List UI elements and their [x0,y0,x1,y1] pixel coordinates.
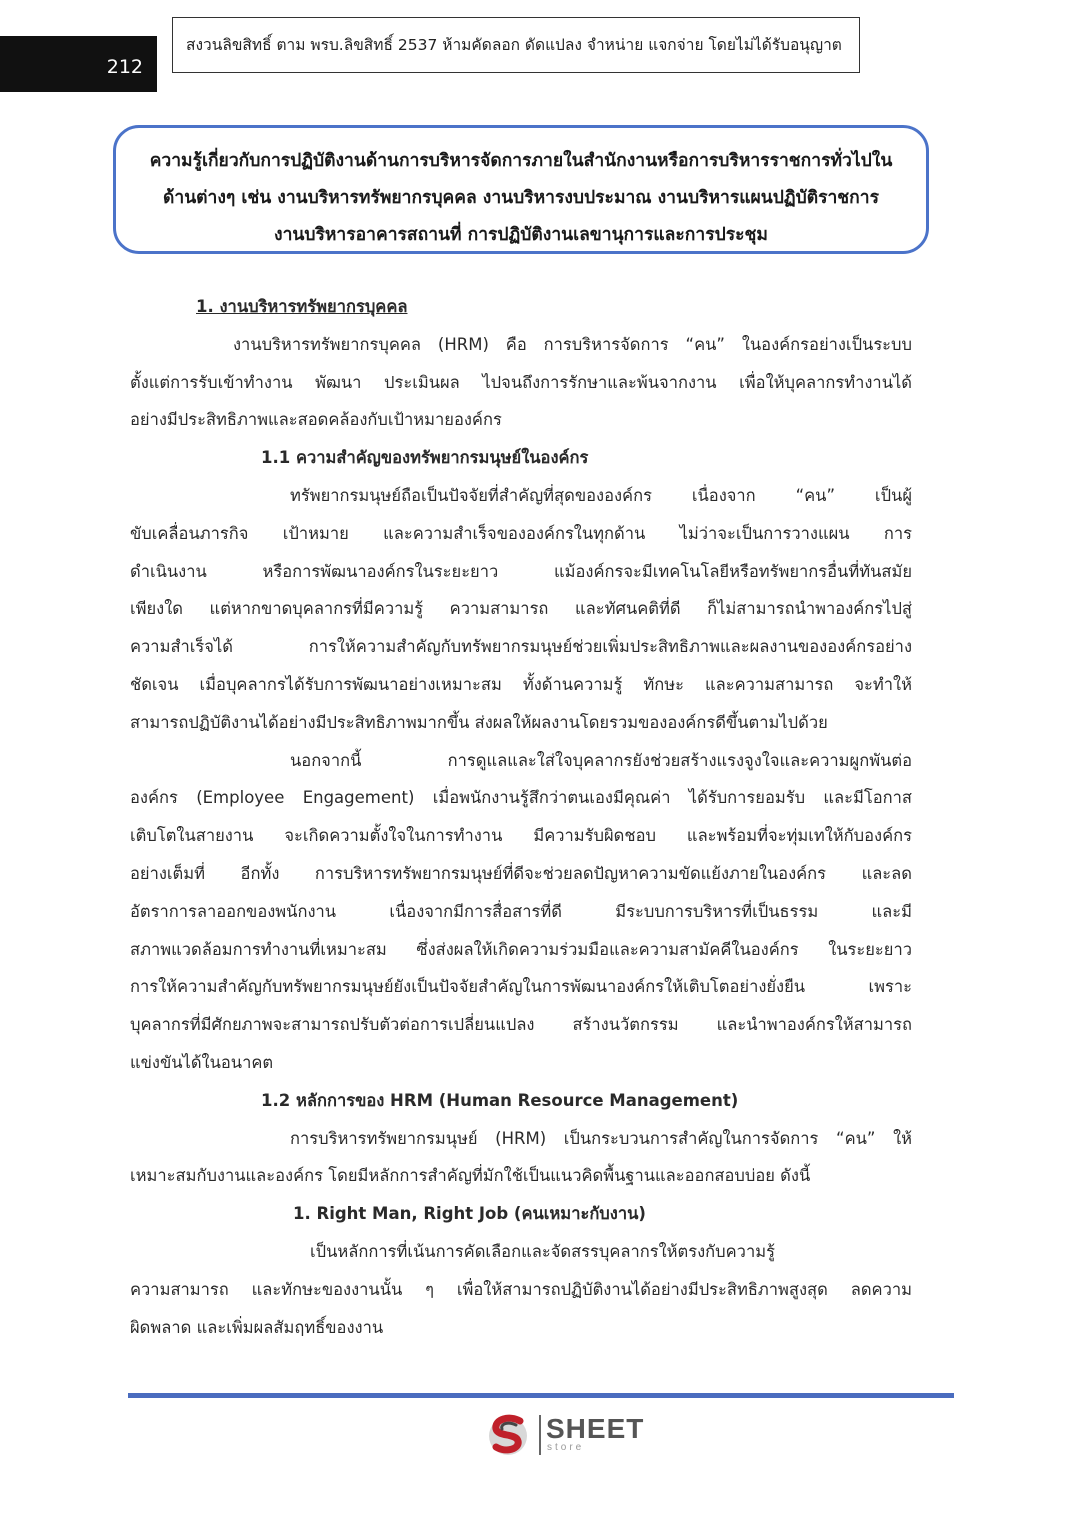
paragraph-line: สภาพแวดล้อมการทำงานที่เหมาะสม ซึ่งส่งผลให้เกิดความร่วมมือและความสามัคคีในองค์กร ในระยะยาว [130,939,912,959]
paragraph-line: เหมาะสมกับงานและองค์กร โดยมีหลักการสำคัญที่มักใช้เป็นแนวคิดพื้นฐานและออกสอบบ่อย ดังนี้ [130,1166,811,1186]
sheet-store-logo [486,1411,645,1459]
paragraph-line: งานบริหารทรัพยากรบุคคล (HRM) คือ การบริหารจัดการ “คน” ในองค์กรอย่างเป็นระบบ [233,334,912,354]
paragraph-line: ทรัพยากรมนุษย์ถือเป็นปัจจัยที่สำคัญที่สุดขององค์กร เนื่องจาก “คน” เป็นผู้ [290,485,912,505]
subsection-heading: 1.2 หลักการของ HRM (Human Resource Management) [261,1090,739,1110]
paragraph-line: ตั้งแต่การรับเข้าทำงาน พัฒนา ประเมินผล ไปจนถึงการรักษาและพ้นจากงาน เพื่อให้บุคลากรทำงานได้ [130,372,912,392]
page-number: 212 [106,56,143,78]
paragraph-line: ความสำเร็จได้ การให้ความสำคัญกับทรัพยากรมนุษย์ช่วยเพิ่มประสิทธิภาพและผลงานขององค์กรอย่าง [130,637,912,657]
sheet-s-logo-icon [486,1411,534,1459]
section-heading: 1. งานบริหารทรัพยากรบุคคล [196,297,408,316]
subsection-heading: 1.1 ความสำคัญของทรัพยากรมนุษย์ในองค์กร [261,448,589,468]
paragraph-line: นอกจากนี้ การดูแลและใส่ใจบุคลากรยังช่วยสร้างแรงจูงใจและความผูกพันต่อ [290,750,912,770]
chapter-title-line: งานบริหารอาคารสถานที่ การปฏิบัติงานเลขานุการและการประชุม [274,225,768,245]
logo-wordmark: SHEET [546,1413,645,1444]
logo-divider [539,1415,541,1455]
item-heading: 1. Right Man, Right Job (คนเหมาะกับงาน) [293,1204,646,1224]
paragraph-line: ความสามารถ และทักษะของงานนั้น ๆ เพื่อให้สามารถปฏิบัติงานได้อย่างมีประสิทธิภาพสูงสุด ลดความ [130,1279,912,1299]
paragraph-line: อย่างเต็มที่ อีกทั้ง การบริหารทรัพยากรมนุษย์ที่ดีจะช่วยลดปัญหาความขัดแย้งภายในองค์กร และลด [130,863,912,883]
paragraph-line: เติบโตในสายงาน จะเกิดความตั้งใจในการทำงาน มีความรับผิดชอบ และพร้อมที่จะทุ่มเทให้กับองค์กร [130,826,912,846]
logo-subtext: store [547,1442,585,1453]
footer-rule [128,1393,954,1398]
paragraph-line: ผิดพลาด และเพิ่มผลสัมฤทธิ์ของงาน [130,1317,384,1337]
paragraph-line: บุคลากรที่มีศักยภาพจะสามารถปรับตัวต่อการเปลี่ยนแปลง สร้างนวัตกรรม และนำพาองค์กรให้สามารถ [130,1015,912,1035]
chapter-title-line: ความรู้เกี่ยวกับการปฏิบัติงานด้านการบริหารจัดการภายในสำนักงานหรือการบริหารราชการทั่วไปใน [149,151,893,171]
paragraph-line: การบริหารทรัพยากรมนุษย์ (HRM) เป็นกระบวนการสำคัญในการจัดการ “คน” ให้ [290,1128,912,1148]
chapter-title-line: ด้านต่างๆ เช่น งานบริหารทรัพยากรบุคคล งานบริหารงบประมาณ งานบริหารแผนปฏิบัติราชการ [163,188,879,208]
chapter-title-box [113,125,929,254]
copyright-notice: สงวนลิขสิทธิ์ ตาม พรบ.ลิขสิทธิ์ 2537 ห้ามคัดลอก ดัดแปลง จำหน่าย แจกจ่าย โดยไม่ได้รับอนุญาต [172,17,860,73]
paragraph-line: แข่งขันได้ในอนาคต [130,1052,274,1072]
paragraph-line: ชัดเจน เมื่อบุคลากรได้รับการพัฒนาอย่างเหมาะสม ทั้งด้านความรู้ ทักษะ และความสามารถ จะทำให้ [130,674,912,694]
paragraph-line: ขับเคลื่อนภารกิจ เป้าหมาย และความสำเร็จขององค์กรในทุกด้าน ไม่ว่าจะเป็นการวางแผน การ [130,523,912,543]
paragraph-line: เป็นหลักการที่เน้นการคัดเลือกและจัดสรรบุคลากรให้ตรงกับความรู้ [310,1241,775,1261]
paragraph-line: อย่างมีประสิทธิภาพและสอดคล้องกับเป้าหมายองค์กร [130,410,502,430]
paragraph-line: การให้ความสำคัญกับทรัพยากรมนุษย์ยังเป็นปัจจัยสำคัญในการพัฒนาองค์กรให้เติบโตอย่างยั่งยืน เพราะ [130,977,912,997]
paragraph-line: องค์กร (Employee Engagement) เมื่อพนักงานรู้สึกว่าตนเองมีคุณค่า ได้รับการยอมรับ และมีโอกาส [130,788,912,808]
document-body [130,288,912,1346]
paragraph-line: สามารถปฏิบัติงานได้อย่างมีประสิทธิภาพมากขึ้น ส่งผลให้ผลงานโดยรวมขององค์กรดีขึ้นตามไปด้วย [130,712,828,732]
paragraph-line: อัตราการลาออกของพนักงาน เนื่องจากมีการสื่อสารที่ดี มีระบบการบริหารที่เป็นธรรม และมี [130,901,912,921]
paragraph-line: ดำเนินงาน หรือการพัฒนาองค์กรในระยะยาว แม้องค์กรจะมีเทคโนโลยีหรือทรัพยากรอื่นที่ทันสมัย [130,561,912,581]
page-number-tab [0,36,157,92]
paragraph-line: เพียงใด แต่หากขาดบุคลากรที่มีความรู้ ความสามารถ และทัศนคติที่ดี ก็ไม่สามารถนำพาองค์กรไปสู่ [130,599,912,619]
